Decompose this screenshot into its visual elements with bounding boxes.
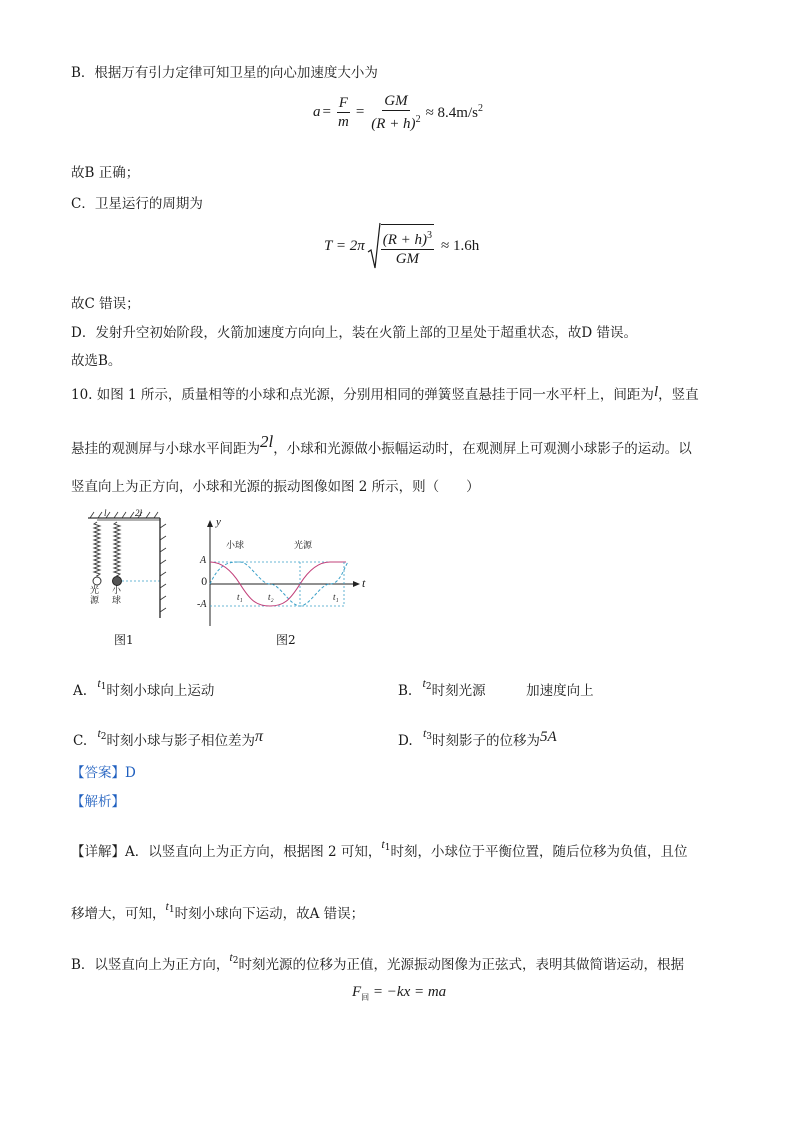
fig1-label-2l: 2l (135, 508, 143, 518)
figure-2 (196, 518, 366, 628)
fraction-f-over-m (336, 94, 351, 131)
formula-result: ≈ $8.4m/s^2$ (425, 103, 483, 121)
sqrt-fraction: $\frac{(R + h)^3}{GM}$ (381, 224, 434, 268)
formula-result: ≈ 1.6h (441, 237, 480, 254)
option-d-text: D．发射升空初始阶段，火箭加速度方向向上，装在火箭上部的卫星处于超重状态，故D 错误。 (71, 325, 637, 341)
option-c[interactable]: C. $t_2$时刻小球与影子相位差为π (73, 726, 264, 749)
choose-text: 故选B。 (71, 353, 122, 369)
analysis-label: 【解析】 (71, 794, 125, 810)
detail-b-line1: B．以竖直向上为正方向，$t_2$时刻光源的位移为正值，光源振动图像为正弦式，表明其做简谐运动，根据 (71, 950, 684, 973)
fraction-gm (369, 92, 422, 133)
formula-acceleration (313, 92, 483, 133)
fig2-t2: t₂ (268, 592, 274, 602)
light-source-icon (93, 577, 101, 585)
sqrt-icon (367, 222, 381, 270)
fig2-t3: t₁ (333, 592, 339, 602)
q10-line1: 10. 如图 1 所示，质量相等的小球和点光源，分别用相同的弹簧竖直悬挂于同一水平杆上，间距为l，竖直 (71, 384, 699, 403)
option-a[interactable]: A. $t_1$时刻小球向上运动 (73, 676, 215, 699)
answer-line: 【答案】D (71, 765, 136, 781)
formula-restoring-force: $F_回 = -kx$ = ma (352, 984, 447, 1002)
frac-num: F (338, 95, 348, 111)
fig2-t1: t₁ (237, 592, 243, 602)
q10-line3: 竖直向上为正方向，小球和光源的振动图像如图 2 所示，则（ ） (71, 479, 480, 495)
frac-den: $(R + h)^2$ (371, 114, 421, 132)
formula-lhs: T = 2π (324, 237, 365, 254)
fig2-a-neg: -A (197, 599, 207, 610)
fig2-caption: 图2 (276, 633, 296, 647)
formula-period (324, 222, 479, 270)
option-b-intro: B．根据万有引力定律可知卫星的向心加速度大小为 (71, 65, 378, 81)
fig1-label-l: l (104, 508, 107, 518)
option-c-intro: C．卫星运行的周期为 (71, 196, 203, 212)
figure-1 (80, 508, 180, 628)
fig2-a-pos: A (200, 555, 207, 566)
formula-eq-2: = (355, 104, 365, 120)
option-d[interactable]: D. $t_3$时刻影子的位移为5A (398, 726, 557, 749)
fig1-label-light: 光源 (90, 586, 100, 606)
c-conclusion: 故C 错误； (71, 296, 140, 312)
frac-den: m (337, 114, 349, 130)
frac-num: GM (384, 93, 408, 109)
fig2-t-label: t (362, 576, 366, 590)
formula-eq: = (322, 104, 331, 120)
b-conclusion: 故B 正确； (71, 165, 140, 181)
detail-a-line2: 移增大，可知，$t_1$时刻小球向下运动，故A 错误； (71, 899, 365, 922)
fig1-caption: 图1 (114, 633, 134, 647)
fig2-legend-light: 光源 (294, 541, 313, 551)
q10-line2: 悬挂的观测屏与小球水平间距为2l，小球和光源做小振幅运动时，在观测屏上可观测小球影子的运动。以 (71, 432, 692, 457)
detail-a-line1: 【详解】A．以竖直向上为正方向，根据图 2 可知，$t_1$时刻，小球位于平衡位置，随后位移为负值，且位 (71, 837, 688, 860)
fig2-origin: 0 (201, 577, 208, 588)
formula-lhs: a (313, 104, 321, 120)
fig2-legend-ball: 小球 (226, 541, 245, 551)
fig1-label-ball: 小球 (112, 586, 122, 606)
ball-icon (113, 577, 122, 586)
fig2-y-label: y (216, 516, 221, 528)
option-b[interactable]: B. $t_2$时刻光源 加速度向上 (398, 676, 594, 699)
